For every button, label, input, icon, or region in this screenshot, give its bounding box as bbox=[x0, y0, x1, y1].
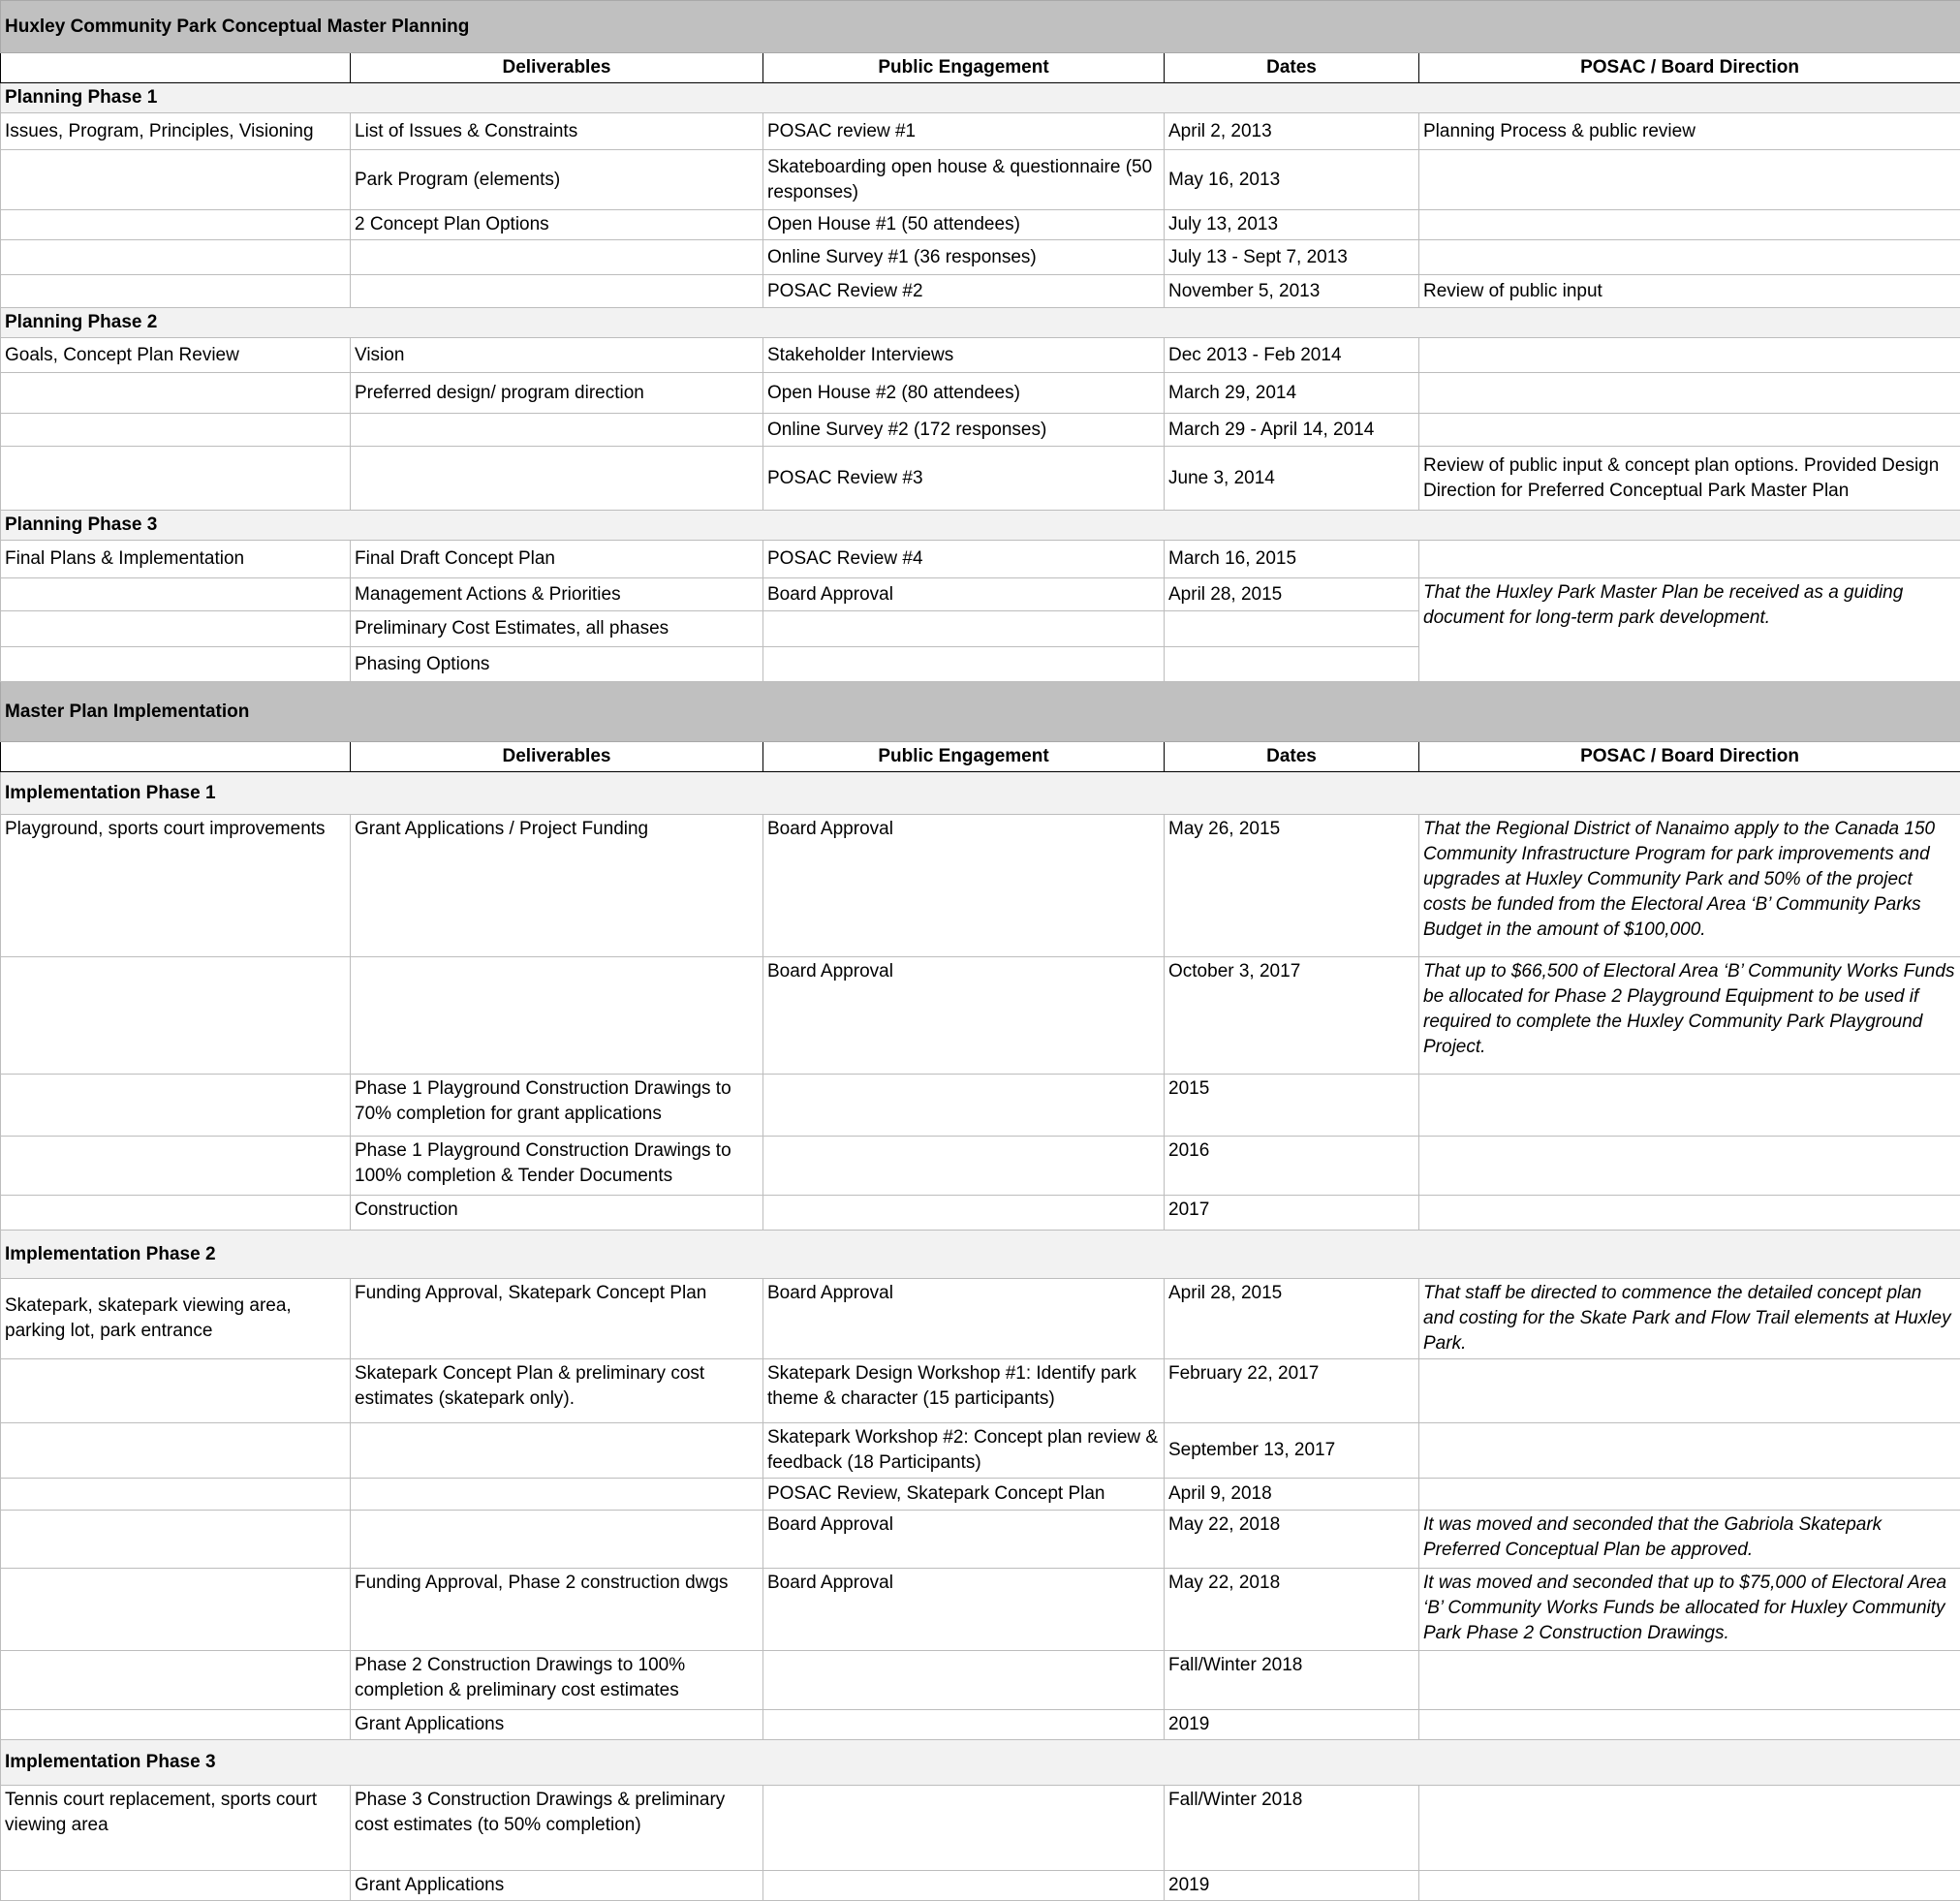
table-row bbox=[1, 1423, 1960, 1479]
deliverable-cell bbox=[351, 275, 763, 308]
engagement-cell: Skatepark Workshop #2: Concept plan review & feedback (18 Participants) bbox=[763, 1423, 1165, 1479]
table-row bbox=[1, 373, 1960, 414]
phase-scope: Tennis court replacement, sports court viewing area bbox=[1, 1786, 351, 1871]
engagement-cell bbox=[763, 647, 1165, 682]
direction-cell bbox=[1419, 338, 1960, 373]
deliverable-cell bbox=[351, 240, 763, 275]
phase-row bbox=[1, 1740, 1960, 1786]
date-cell: April 2, 2013 bbox=[1165, 113, 1419, 150]
table-row bbox=[1, 1871, 1960, 1901]
engagement-cell: Online Survey #2 (172 responses) bbox=[763, 414, 1165, 447]
deliverable-cell bbox=[351, 1423, 763, 1479]
date-cell: April 28, 2015 bbox=[1165, 1279, 1419, 1359]
engagement-cell bbox=[763, 1651, 1165, 1710]
engagement-cell bbox=[763, 1137, 1165, 1196]
phase-scope: Final Plans & Implementation bbox=[1, 541, 351, 578]
direction-cell bbox=[1419, 150, 1960, 210]
deliverable-cell: Skatepark Concept Plan & preliminary cost estimates (skatepark only). bbox=[351, 1359, 763, 1423]
date-cell: 2019 bbox=[1165, 1871, 1419, 1901]
date-cell: May 22, 2018 bbox=[1165, 1569, 1419, 1651]
direction-cell bbox=[1419, 1710, 1960, 1740]
date-cell: April 9, 2018 bbox=[1165, 1479, 1419, 1511]
engagement-cell: Board Approval bbox=[763, 1569, 1165, 1651]
deliverable-cell: Phase 3 Construction Drawings & preliminary cost estimates (to 50% completion) bbox=[351, 1786, 763, 1871]
engagement-cell: POSAC Review, Skatepark Concept Plan bbox=[763, 1479, 1165, 1511]
direction-cell bbox=[1419, 1651, 1960, 1710]
date-cell: 2019 bbox=[1165, 1710, 1419, 1740]
direction-cell: That up to $66,500 of Electoral Area ‘B’ Community Works Funds be allocated for Phase 2 Playground Equipment to be used if required to complete the Huxley Community Park Playground Project. bbox=[1419, 957, 1960, 1075]
date-cell: May 26, 2015 bbox=[1165, 815, 1419, 957]
direction-cell bbox=[1419, 240, 1960, 275]
deliverable-cell: Funding Approval, Phase 2 construction dwgs bbox=[351, 1569, 763, 1651]
engagement-cell bbox=[763, 1871, 1165, 1901]
table-row bbox=[1, 1710, 1960, 1740]
deliverable-cell: Grant Applications bbox=[351, 1871, 763, 1901]
engagement-cell: POSAC Review #2 bbox=[763, 275, 1165, 308]
engagement-cell bbox=[763, 1196, 1165, 1231]
direction-cell bbox=[1419, 1196, 1960, 1231]
date-cell: September 13, 2017 bbox=[1165, 1423, 1419, 1479]
table-row bbox=[1, 275, 1960, 308]
engagement-cell: Open House #1 (50 attendees) bbox=[763, 210, 1165, 240]
table-row bbox=[1, 1569, 1960, 1651]
date-cell: Dec 2013 - Feb 2014 bbox=[1165, 338, 1419, 373]
engagement-cell bbox=[763, 611, 1165, 647]
direction-cell bbox=[1419, 1871, 1960, 1901]
direction-cell bbox=[1419, 1479, 1960, 1511]
date-cell bbox=[1165, 647, 1419, 682]
date-cell: May 22, 2018 bbox=[1165, 1511, 1419, 1569]
date-cell: July 13 - Sept 7, 2013 bbox=[1165, 240, 1419, 275]
phase-row bbox=[1, 308, 1960, 338]
table-row bbox=[1, 1137, 1960, 1196]
table-row bbox=[1, 1196, 1960, 1231]
engagement-cell bbox=[763, 1786, 1165, 1871]
engagement-cell: Online Survey #1 (36 responses) bbox=[763, 240, 1165, 275]
phase-row bbox=[1, 1231, 1960, 1279]
phase-label: Planning Phase 2 bbox=[1, 308, 1960, 338]
table-row bbox=[1, 1279, 1960, 1359]
phase-row bbox=[1, 772, 1960, 815]
table-row bbox=[1, 815, 1960, 957]
deliverable-cell: Phase 1 Playground Construction Drawings to 100% completion & Tender Documents bbox=[351, 1137, 763, 1196]
date-cell: 2016 bbox=[1165, 1137, 1419, 1196]
engagement-cell: POSAC Review #3 bbox=[763, 447, 1165, 511]
engagement-cell: Board Approval bbox=[763, 957, 1165, 1075]
table-row bbox=[1, 1479, 1960, 1511]
header-dates: Dates bbox=[1165, 742, 1419, 772]
deliverable-cell: Phase 1 Playground Construction Drawings to 70% completion for grant applications bbox=[351, 1075, 763, 1137]
deliverable-cell: Preliminary Cost Estimates, all phases bbox=[351, 611, 763, 647]
date-cell: March 29 - April 14, 2014 bbox=[1165, 414, 1419, 447]
phase-label: Implementation Phase 2 bbox=[1, 1231, 1960, 1279]
deliverable-cell: Grant Applications bbox=[351, 1710, 763, 1740]
engagement-cell: POSAC Review #4 bbox=[763, 541, 1165, 578]
header-direction: POSAC / Board Direction bbox=[1419, 742, 1960, 772]
deliverable-cell bbox=[351, 414, 763, 447]
table-row bbox=[1, 240, 1960, 275]
date-cell: November 5, 2013 bbox=[1165, 275, 1419, 308]
date-cell bbox=[1165, 611, 1419, 647]
implementation-title-row bbox=[1, 682, 1960, 742]
direction-cell bbox=[1419, 210, 1960, 240]
deliverable-cell: Management Actions & Priorities bbox=[351, 578, 763, 611]
date-cell: Fall/Winter 2018 bbox=[1165, 1786, 1419, 1871]
direction-cell bbox=[1419, 541, 1960, 578]
phase-label: Implementation Phase 1 bbox=[1, 772, 1960, 815]
engagement-cell: Board Approval bbox=[763, 578, 1165, 611]
table-row bbox=[1, 447, 1960, 511]
direction-cell: It was moved and seconded that up to $75,000 of Electoral Area ‘B’ Community Works Funds be allocated for Huxley Community Park Phase 2 Construction Drawings. bbox=[1419, 1569, 1960, 1651]
table-row bbox=[1, 150, 1960, 210]
deliverable-cell bbox=[351, 957, 763, 1075]
table-row bbox=[1, 414, 1960, 447]
phase-scope: Skatepark, skatepark viewing area, parking lot, park entrance bbox=[1, 1279, 351, 1359]
deliverable-cell bbox=[351, 447, 763, 511]
deliverable-cell: Vision bbox=[351, 338, 763, 373]
engagement-cell: Skateboarding open house & questionnaire (50 responses) bbox=[763, 150, 1165, 210]
deliverable-cell: Construction bbox=[351, 1196, 763, 1231]
phase-label: Planning Phase 3 bbox=[1, 511, 1960, 541]
date-cell: Fall/Winter 2018 bbox=[1165, 1651, 1419, 1710]
direction-cell bbox=[1419, 373, 1960, 414]
deliverable-cell: 2 Concept Plan Options bbox=[351, 210, 763, 240]
direction-cell: That the Regional District of Nanaimo apply to the Canada 150 Community Infrastructure Program for park improvements and upgrades at Huxley Community Park and 50% of the project costs be funded from the Electoral Area ‘B’ Community Parks Budget in the amount of $100,000. bbox=[1419, 815, 1960, 957]
table-row bbox=[1, 541, 1960, 578]
date-cell: June 3, 2014 bbox=[1165, 447, 1419, 511]
direction-cell: Planning Process & public review bbox=[1419, 113, 1960, 150]
engagement-cell bbox=[763, 1075, 1165, 1137]
deliverable-cell: Grant Applications / Project Funding bbox=[351, 815, 763, 957]
deliverable-cell: Final Draft Concept Plan bbox=[351, 541, 763, 578]
phase-label: Implementation Phase 3 bbox=[1, 1740, 1960, 1786]
engagement-cell: Open House #2 (80 attendees) bbox=[763, 373, 1165, 414]
date-cell: April 28, 2015 bbox=[1165, 578, 1419, 611]
table-row bbox=[1, 957, 1960, 1075]
direction-cell bbox=[1419, 1137, 1960, 1196]
header-deliverables: Deliverables bbox=[351, 53, 763, 83]
deliverable-cell: List of Issues & Constraints bbox=[351, 113, 763, 150]
header-direction: POSAC / Board Direction bbox=[1419, 53, 1960, 83]
header-dates: Dates bbox=[1165, 53, 1419, 83]
direction-cell: That the Huxley Park Master Plan be received as a guiding document for long-term park development. bbox=[1419, 578, 1960, 682]
engagement-cell: Board Approval bbox=[763, 1279, 1165, 1359]
table-row bbox=[1, 1786, 1960, 1871]
direction-cell bbox=[1419, 1075, 1960, 1137]
engagement-cell: Board Approval bbox=[763, 815, 1165, 957]
deliverable-cell bbox=[351, 1511, 763, 1569]
planning-title: Huxley Community Park Conceptual Master Planning bbox=[1, 1, 1960, 53]
deliverable-cell: Preferred design/ program direction bbox=[351, 373, 763, 414]
deliverable-cell: Park Program (elements) bbox=[351, 150, 763, 210]
direction-cell bbox=[1419, 1423, 1960, 1479]
phase-scope: Issues, Program, Principles, Visioning bbox=[1, 113, 351, 150]
table-row bbox=[1, 210, 1960, 240]
date-cell: February 22, 2017 bbox=[1165, 1359, 1419, 1423]
date-cell: May 16, 2013 bbox=[1165, 150, 1419, 210]
deliverable-cell bbox=[351, 1479, 763, 1511]
implementation-header-row bbox=[1, 742, 1960, 772]
engagement-cell: Skatepark Design Workshop #1: Identify park theme & character (15 participants) bbox=[763, 1359, 1165, 1423]
direction-cell bbox=[1419, 1359, 1960, 1423]
header-public-engagement: Public Engagement bbox=[763, 53, 1165, 83]
deliverable-cell: Funding Approval, Skatepark Concept Plan bbox=[351, 1279, 763, 1359]
engagement-cell: POSAC review #1 bbox=[763, 113, 1165, 150]
table-row bbox=[1, 338, 1960, 373]
direction-cell: Review of public input & concept plan options. Provided Design Direction for Preferred Conceptual Park Master Plan bbox=[1419, 447, 1960, 511]
engagement-cell: Stakeholder Interviews bbox=[763, 338, 1165, 373]
date-cell: July 13, 2013 bbox=[1165, 210, 1419, 240]
direction-cell: Review of public input bbox=[1419, 275, 1960, 308]
header-deliverables: Deliverables bbox=[351, 742, 763, 772]
header-public-engagement: Public Engagement bbox=[763, 742, 1165, 772]
planning-title-row bbox=[1, 1, 1960, 53]
table-row bbox=[1, 1511, 1960, 1569]
table-row bbox=[1, 113, 1960, 150]
deliverable-cell: Phasing Options bbox=[351, 647, 763, 682]
table-row bbox=[1, 578, 1960, 611]
date-cell: March 29, 2014 bbox=[1165, 373, 1419, 414]
phase-scope: Playground, sports court improvements bbox=[1, 815, 351, 957]
direction-cell: That staff be directed to commence the detailed concept plan and costing for the Skate Park and Flow Trail elements at Huxley Park. bbox=[1419, 1279, 1960, 1359]
date-cell: March 16, 2015 bbox=[1165, 541, 1419, 578]
direction-cell bbox=[1419, 1786, 1960, 1871]
deliverable-cell: Phase 2 Construction Drawings to 100% completion & preliminary cost estimates bbox=[351, 1651, 763, 1710]
implementation-title: Master Plan Implementation bbox=[1, 682, 1960, 742]
date-cell: 2015 bbox=[1165, 1075, 1419, 1137]
phase-label: Planning Phase 1 bbox=[1, 83, 1960, 113]
engagement-cell bbox=[763, 1710, 1165, 1740]
table-row bbox=[1, 1359, 1960, 1423]
direction-cell: It was moved and seconded that the Gabriola Skatepark Preferred Conceptual Plan be approved. bbox=[1419, 1511, 1960, 1569]
planning-header-row bbox=[1, 53, 1960, 83]
direction-cell bbox=[1419, 414, 1960, 447]
phase-row bbox=[1, 511, 1960, 541]
table-row bbox=[1, 1651, 1960, 1710]
date-cell: 2017 bbox=[1165, 1196, 1419, 1231]
date-cell: October 3, 2017 bbox=[1165, 957, 1419, 1075]
engagement-cell: Board Approval bbox=[763, 1511, 1165, 1569]
phase-scope: Goals, Concept Plan Review bbox=[1, 338, 351, 373]
phase-row bbox=[1, 83, 1960, 113]
table-row bbox=[1, 1075, 1960, 1137]
